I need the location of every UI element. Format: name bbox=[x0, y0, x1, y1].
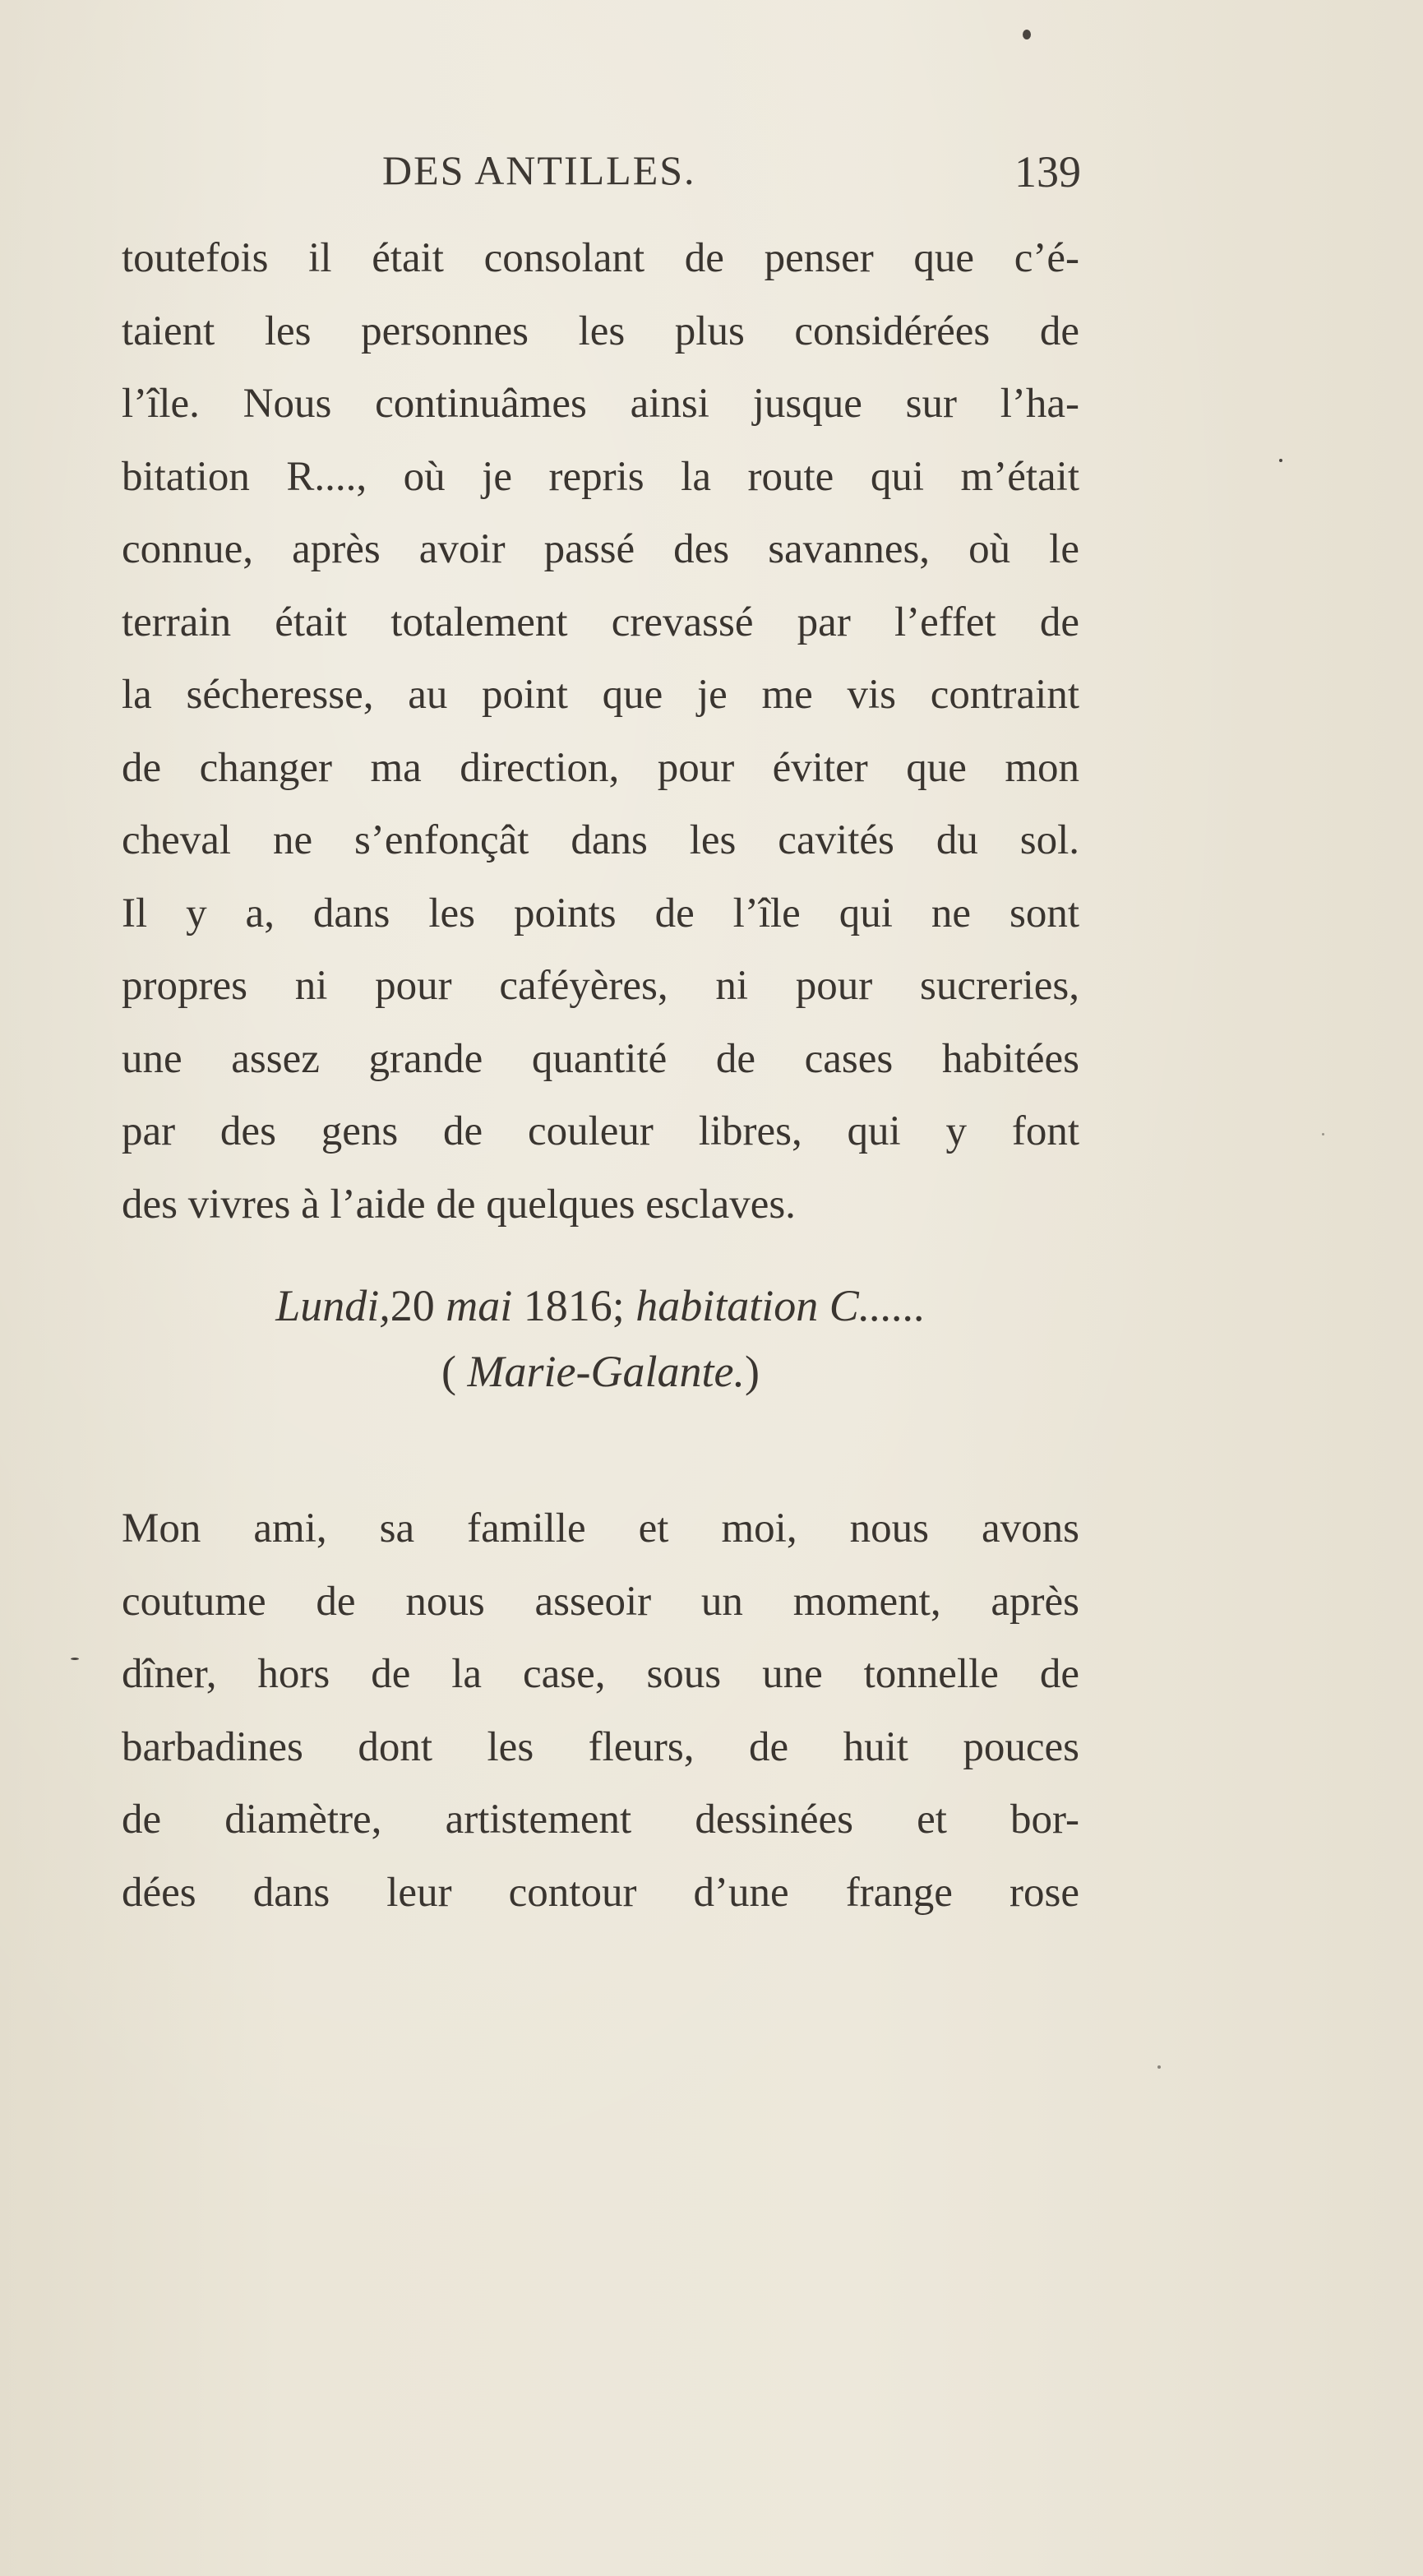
text-line: Mon ami, sa famille et moi, nous avons bbox=[122, 1505, 1079, 1552]
paper-speck bbox=[1157, 2065, 1161, 2069]
dateline-place: habitation C...... bbox=[635, 1281, 926, 1330]
text-line: coutume de nous asseoir un moment, après bbox=[122, 1578, 1079, 1625]
paper-speck bbox=[1322, 1133, 1324, 1135]
dateline-year: 1816; bbox=[523, 1281, 625, 1330]
dateline-first-line bbox=[122, 1273, 1079, 1339]
dateline-island: Marie-Galante. bbox=[467, 1347, 745, 1396]
text-line: terrain était totalement crevassé par l’effet de bbox=[122, 599, 1079, 645]
text-line: bitation R...., où je repris la route qui m’était bbox=[122, 453, 1079, 500]
text-line: connue, après avoir passé des savannes, où le bbox=[122, 526, 1079, 572]
dateline-paren-open: ( bbox=[441, 1347, 457, 1396]
page-number: 139 bbox=[1014, 147, 1081, 197]
text-line: de diamètre, artistement dessinées et bor- bbox=[122, 1797, 1079, 1843]
dateline-month: mai bbox=[446, 1281, 513, 1330]
text-line: des vivres à l’aide de quelques esclaves. bbox=[122, 1181, 796, 1228]
text-line: par des gens de couleur libres, qui y font bbox=[122, 1108, 1079, 1154]
text-line: une assez grande quantité de cases habitées bbox=[122, 1035, 1079, 1082]
text-line: barbadines dont les fleurs, de huit pouces bbox=[122, 1723, 1079, 1770]
paper-speck bbox=[1023, 30, 1031, 39]
dateline-day: Lundi, bbox=[275, 1281, 390, 1330]
running-title: DES ANTILLES. bbox=[382, 147, 696, 193]
text-line: de changer ma direction, pour éviter que mon bbox=[122, 744, 1079, 791]
dateline-date-number: 20 bbox=[390, 1281, 435, 1330]
text-line: toutefois il était consolant de penser que c’é- bbox=[122, 235, 1079, 281]
text-line: taient les personnes les plus considérées de bbox=[122, 308, 1079, 354]
text-line: cheval ne s’enfonçât dans les cavités du sol. bbox=[122, 817, 1079, 863]
text-line: dées dans leur contour d’une frange rose bbox=[122, 1869, 1079, 1916]
text-line: l’île. Nous continuâmes ainsi jusque sur l’ha- bbox=[122, 381, 1079, 427]
dateline-second-line bbox=[122, 1339, 1079, 1404]
paragraph-2 bbox=[122, 1492, 1079, 1929]
page-header bbox=[119, 146, 1081, 212]
text-line: dîner, hors de la case, sous une tonnelle de bbox=[122, 1651, 1079, 1697]
paper-speck bbox=[71, 1658, 79, 1660]
dateline-paren-close: ) bbox=[744, 1347, 760, 1396]
text-line: la sécheresse, au point que je me vis contraint bbox=[122, 672, 1079, 718]
text-line: Il y a, dans les points de l’île qui ne sont bbox=[122, 890, 1079, 937]
text-line: propres ni pour caféyères, ni pour sucreries, bbox=[122, 963, 1079, 1009]
dateline bbox=[122, 1273, 1079, 1404]
paper-speck bbox=[1279, 459, 1282, 462]
paragraph-1 bbox=[122, 222, 1079, 1241]
